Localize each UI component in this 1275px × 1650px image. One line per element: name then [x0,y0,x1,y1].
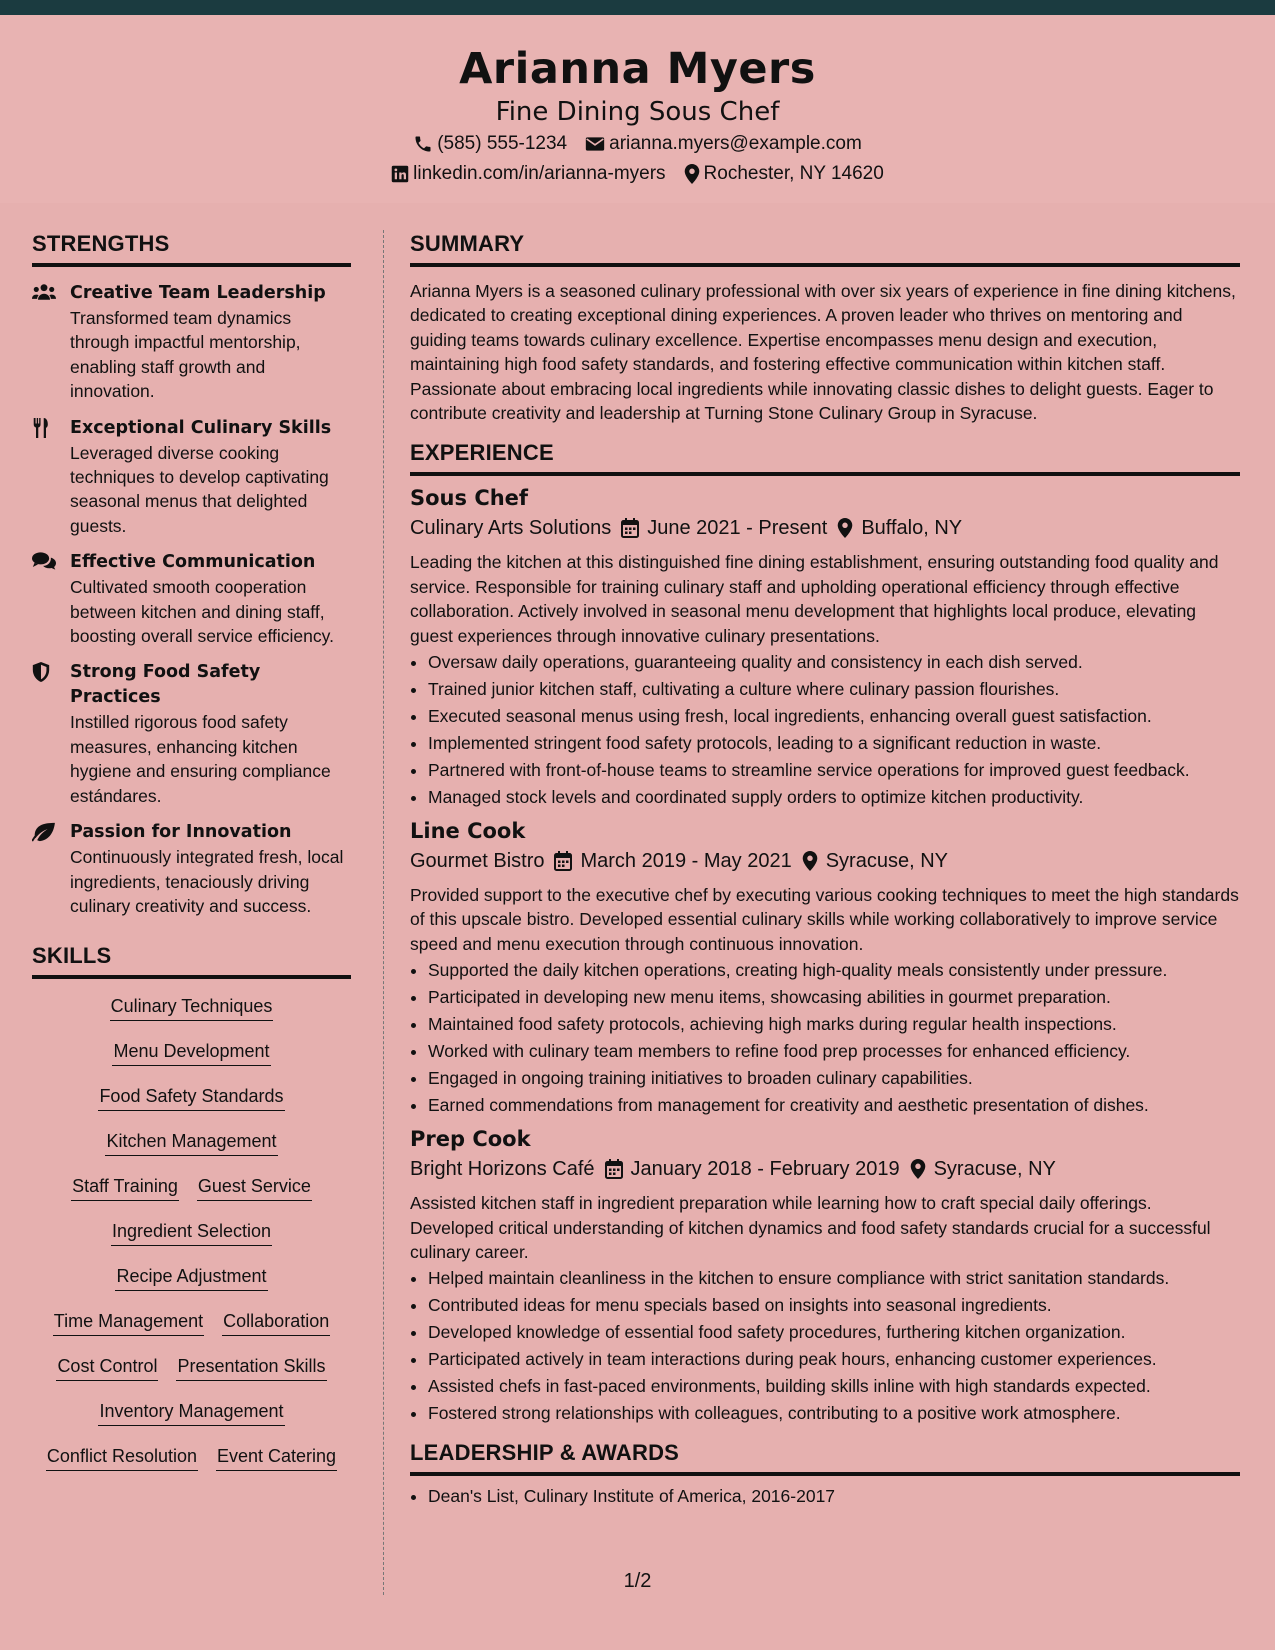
right-column [410,230,1240,1511]
bullet-item: • Partnered with front-of-house teams to streamline service operations for improved guest feedback. [428,758,1240,782]
strengths-heading: STRENGTHS [32,230,351,267]
leaf-icon [32,822,56,842]
strength-item [32,550,351,648]
awards-heading: LEADERSHIP & AWARDS [410,1439,1240,1476]
skill-tag: Kitchen Management [105,1128,277,1156]
job-description: Provided support to the executive chef by executing various cooking techniques to meet the high standards of this upscale bistro. Developed essential culinary skills while working collaboratively to improve service speed and menu execution through continuous innovation. [410,885,1239,954]
skills-heading: SKILLS [32,942,351,979]
calendar-icon [605,1159,623,1179]
left-column [32,230,351,1488]
job-company: Culinary Arts Solutions [410,517,612,540]
bullet-item: • Engaged in ongoing training initiatives to broaden culinary capabilities. [428,1066,1240,1090]
calendar-icon [554,851,572,871]
skill-tag: Recipe Adjustment [115,1263,267,1291]
bullet-item: • Helped maintain cleanliness in the kitchen to ensure compliance with strict sanitation standards. [428,1266,1240,1290]
strength-title: Effective Communication [70,552,316,573]
comments-icon [32,552,56,570]
skill-tag: Event Catering [216,1443,337,1471]
location-text: Rochester, NY 14620 [703,163,884,184]
skills-list [32,993,351,1488]
job-meta [410,845,1240,877]
strength-description: Transformed team dynamics through impactful mentorship, enabling staff growth and innovation. [70,308,301,402]
job-company: Bright Horizons Café [410,1158,595,1181]
skill-tag: Menu Development [112,1038,270,1066]
bullet-item: • Developed knowledge of essential food safety procedures, furthering kitchen organization. [428,1320,1240,1344]
skill-tag: Food Safety Standards [98,1083,284,1111]
job-entry [410,484,1240,809]
job-meta [410,1153,1240,1185]
bullet-item: • Implemented stringent food safety protocols, leading to a significant reduction in waste. [428,731,1240,755]
location-contact [684,159,884,189]
job-bullets [410,958,1240,1117]
job-location: Syracuse, NY [825,850,948,872]
skill-tag: Conflict Resolution [46,1443,198,1471]
strength-item [32,660,351,808]
linkedin-icon [391,165,409,183]
candidate-title: Fine Dining Sous Chef [495,97,780,127]
linkedin-text[interactable]: linkedin.com/in/arianna-myers [413,163,666,184]
email-text[interactable]: arianna.myers@example.com [609,133,862,154]
bullet-item: • Worked with culinary team members to refine food prep processes for enhanced efficiency. [428,1039,1240,1063]
job-entry [410,1125,1240,1425]
bullet-item: • Participated in developing new menu items, showcasing abilities in gourmet preparation. [428,985,1240,1009]
strength-title: Passion for Innovation [70,822,292,843]
phone-contact [413,129,567,159]
resume-header [0,15,1275,203]
job-location: Buffalo, NY [861,517,963,540]
skill-tag: Staff Training [71,1173,179,1201]
award-item: • Dean's List, Culinary Institute of America, 2016-2017 [428,1484,1240,1508]
bullet-item: • Oversaw daily operations, guaranteeing quality and consistency in each dish served. [428,650,1240,674]
bullet-item: • Assisted chefs in fast-paced environments, building skills inline with high standards expected. [428,1374,1240,1398]
skill-tag: Ingredient Selection [111,1218,272,1246]
email-contact[interactable] [585,129,862,159]
column-divider [383,230,384,1595]
strength-description: Cultivated smooth cooperation between kitchen and dining staff, boosting overall service efficiency. [70,577,334,647]
phone-icon [413,134,433,154]
job-company: Gourmet Bistro [410,850,545,872]
strength-title: Strong Food Safety Practices [70,662,261,708]
strength-item [32,820,351,918]
strength-item [32,416,351,539]
strength-item [32,281,351,404]
bullet-item: • Executed seasonal menus using fresh, local ingredients, enhancing overall guest satisfaction. [428,704,1240,728]
utensils-icon [32,418,50,438]
job-description: Leading the kitchen at this distinguished fine dining establishment, ensuring outstanding food quality and service. Responsible for training culinary staff and upholding operational efficiency through effective collaboration. Actively involved in seasonal menu development that highlights local produce, elevating guest experiences through innovative culinary presentations. [410,552,1219,646]
strength-description: Continuously integrated fresh, local ingredients, tenaciously driving culinary creativity and success. [70,847,344,916]
job-dates: January 2018 - February 2019 [630,1158,900,1181]
phone-text: (585) 555-1234 [437,133,568,154]
strength-title: Creative Team Leadership [70,283,326,303]
calendar-icon [621,518,639,538]
skill-tag: Collaboration [222,1308,330,1336]
experience-heading: EXPERIENCE [410,439,1240,476]
skill-tag: Guest Service [197,1173,312,1201]
job-dates: June 2021 - Present [647,517,828,540]
job-title: Sous Chef [410,486,529,511]
job-bullets [410,1266,1240,1425]
map-pin-icon [802,851,818,871]
resume-body [0,204,1275,1604]
job-description: Assisted kitchen staff in ingredient preparation while learning how to craft special daily offerings. Developed critical understanding of kitchen dynamics and food safety standards crucial for a successful culinary career. [410,1193,1211,1262]
job-title: Prep Cook [410,1127,531,1152]
bullet-item: • Earned commendations from management for creativity and aesthetic presentation of dishes. [428,1093,1240,1117]
job-entry [410,817,1240,1117]
job-meta [410,512,1240,544]
skill-tag: Culinary Techniques [110,993,274,1021]
map-pin-icon [684,164,700,184]
strength-title: Exceptional Culinary Skills [70,417,332,438]
skill-tag: Time Management [53,1308,204,1336]
map-pin-icon [837,518,853,538]
bullet-item: • Participated actively in team interactions during peak hours, enhancing customer experiences. [428,1347,1240,1371]
job-bullets [410,650,1240,809]
skill-tag: Presentation Skills [176,1353,326,1381]
summary-text: Arianna Myers is a seasoned culinary professional with over six years of experience in fine dining kitchens, dedicated to creating exceptional dining experiences. A proven leader who thrives on mentoring and guiding teams towards culinary excellence. Expertise encompasses menu design and execution, maintaining high food safety standards, and fostering effective communication within kitchen staff. Passionate about embracing local ingredients while innovating classic dishes to delight guests. Eager to contribute creativity and leadership at Turning Stone Culinary Group in Syracuse. [410,281,1236,424]
skill-tag: Cost Control [56,1353,158,1381]
strength-description: Leveraged diverse cooking techniques to develop captivating seasonal menus that delighted guests. [70,442,329,536]
bullet-item: • Fostered strong relationships with colleagues, contributing to a positive work atmosphere. [428,1401,1240,1425]
users-icon [32,283,56,301]
candidate-name: Arianna Myers [459,44,816,94]
bullet-item: • Supported the daily kitchen operations, creating high-quality meals consistently under pressure. [428,958,1240,982]
bullet-item: • Contributed ideas for menu specials based on insights into seasonal ingredients. [428,1293,1240,1317]
summary-heading: SUMMARY [410,230,1240,267]
contact-line-1 [0,129,1275,159]
bullet-item: • Managed stock levels and coordinated supply orders to optimize kitchen productivity. [428,785,1240,809]
bullet-item: • Maintained food safety protocols, achieving high marks during regular health inspections. [428,1012,1240,1036]
job-dates: March 2019 - May 2021 [580,850,792,872]
page-number: 1/2 [623,1570,652,1592]
job-title: Line Cook [410,819,526,843]
strength-description: Instilled rigorous food safety measures, enhancing kitchen hygiene and ensuring compliance estándares. [70,712,331,806]
contact-line-2 [0,159,1275,189]
shield-icon [32,662,50,682]
map-pin-icon [910,1159,926,1179]
job-location: Syracuse, NY [933,1158,1056,1181]
envelope-icon [585,135,605,153]
skill-tag: Inventory Management [98,1398,284,1426]
top-accent-bar [0,0,1275,15]
awards-list [410,1484,1240,1508]
bullet-item: • Trained junior kitchen staff, cultivating a culture where culinary passion flourishes. [428,677,1240,701]
linkedin-contact[interactable] [391,159,665,189]
